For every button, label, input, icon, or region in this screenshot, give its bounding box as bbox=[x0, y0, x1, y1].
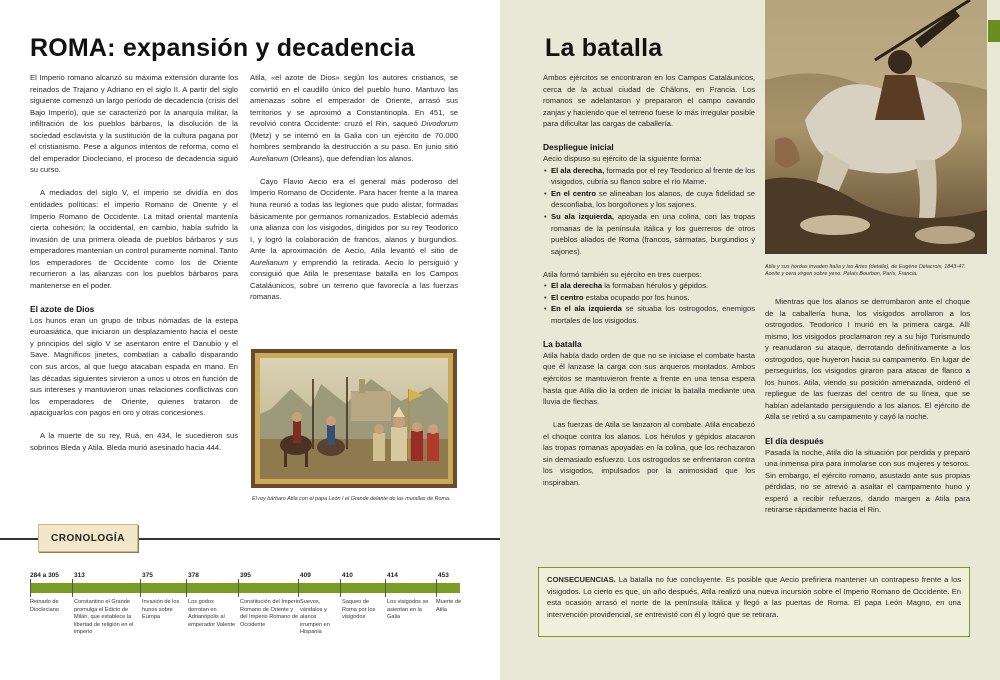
list-item: • En el centro se alineaban los alanos, de cuya fidelidad se desconfiaba, los borgoñones y los sajones. bbox=[551, 188, 755, 211]
delacroix-painting bbox=[765, 0, 987, 254]
hunos-paragraph: Los hunos eran un grupo de tribus nómadas de la estepa euroasiática, que iniciaron un desplazamiento hacia el oeste y principios del siglo V se asentaron entre el Danubio y el Save. Magníficos jinetes, combatían a caballo disparando con sus arcos, al que luego atacaban espada en mano. En las décadas siguientes sirvieron a unos u otros en función de sus intereses y mantuvieron unas relaciones conflictivas con los emperadores de Oriente, quienes trataron de apaciguarlos con pagos en oro y otras concesiones. bbox=[30, 315, 238, 418]
timeline-event: Los visigodos se asientan en la Galia bbox=[387, 599, 429, 621]
timeline-event: Invasión de los hunos sobre Europa bbox=[142, 599, 180, 621]
delacroix-caption: Atila y sus hordas invaden Italia y las Artes (detalle), de Eugène Delacroix, 1843-47. Aceite y cera virgen sobre yeso. Palais Bourbon, París, Francia. bbox=[765, 264, 966, 277]
timeline-bar bbox=[30, 583, 460, 593]
dia-despues-paragraph: Pasada la noche, Atila dio la situación por perdida y preparó una inmensa pira para inmolarse con sus mujeres y tesoros. Sin embargo, el ejército romano, asustado ante sus propias pérdidas, no se atrevió a asaltar el campamento huno y esperó a recibir refuerzos, dando margen a Atila para retirarse rápidamente hacia el Rin. bbox=[765, 447, 970, 515]
batalla-paragraph-3: Mientras que los alanos se derrumbaron ante el choque de la caballería huna, los visigodos arrollaron a los ostrogodos. Teodorico I murió en la primera carga. Allí mismo, los visigodos proclamaron rey a su hijo Turismundo y reanudaron su ataque, derrotando definitivamente a los ostrogodos, que huyeron hacia su campamento. En lugar de perseguirlos, los visigodos giraron para atacar de flanco a los hunos. Atila, viendo su posición amenazada, ordenó el repliegue de las fuerzas del centro de su línea, que se habían adelantado persiguiendo a los alanos. El ejército de Atila se retiró a su campamento y cayó la noche. bbox=[765, 297, 970, 422]
timeline-year: 284 a 305 bbox=[30, 572, 59, 579]
timeline-event: Suevos, vándalos y alanos irrumpen en Hispania bbox=[300, 599, 330, 636]
timeline-tick bbox=[30, 579, 31, 597]
timeline-year: 313 bbox=[74, 572, 85, 579]
consecuencias-box bbox=[538, 567, 970, 637]
encuentro-paragraph: Ambos ejércitos se encontraron en los Campos Cataláunicos, cerca de la actual ciudad de Châlons, en Francia. Los romanos se adelantaron y prepararon el campo cavando zanjas y haciendo que el terreno fuese lo más irregular posible para dificultar las cargas de caballería. bbox=[543, 73, 755, 129]
batalla-paragraph-2: Las fuerzas de Atila se lanzaron al combate. Atila encabezó el choque contra los alanos. Los hérulos y gépidos atacaron las tropas romanas apoyadas en la colina, que los rechazaron sin demasiado esfuerzo. Los ostrogodos se enfrentaron contra los visigodos, impulsados por la animosidad que los inspiraban. bbox=[543, 420, 755, 487]
aecio-deploy-intro: Aecio dispuso su ejército de la siguiente forma: bbox=[543, 154, 702, 164]
consecuencias-text: CONSECUENCIAS. La batalla no fue concluyente. Es posible que Aecio prefiriera mantener un contrapeso frente a los visigodos. Lo cierto es que, un año después, Atila realizó una nueva incursión sobre el Imperio Romano de Occidente. En esta ocasión arrasó el norte de la península Itálica y llegó a las puertas de Roma. El papa León Magno, en una intervención providencial, se entrevistó con él y logró que se retirara. bbox=[547, 575, 961, 619]
list-item: • Su ala izquierda, apoyada en una colina, con las tropas romanas de la península Itálica y los guerreros de otros pueblos aliados de Roma (francos, sármatas, burgundios y sajones). bbox=[551, 211, 755, 257]
cronologia-label: CRONOLOGÍA bbox=[38, 524, 138, 552]
atila-paragraph: Atila, «el azote de Dios» según los autores cristianos, se convirtió en el caudillo único del pueblo huno. Mantuvo las amenazas sobre el emperador de Oriente, arrasó sus territorios y se aproximó a Constantinopla. En 451, se revolvió contra Occidente: cruzó el Rin, saqueó Divodorum (Metz) y se internó en la Galia con un ejército de 70.000 hombres sembrando la destrucción a su paso. En junio sitió Aurelianum (Orleans), que defendían los alanos. bbox=[250, 73, 458, 163]
page-title-left: ROMA: expansión y decadencia bbox=[30, 34, 415, 62]
list-item: • El centro estaba ocupado por los hunos. bbox=[551, 292, 755, 304]
atila-deploy-intro: Atila formó también su ejército en tres cuerpos: bbox=[543, 269, 702, 279]
batalla-paragraph-1: Atila había dado orden de que no se iniciase el combate hasta que él lanzase la carga con sus arqueros montados. Ambos ejércitos se mantuvieron frente a frente en una tensa espera hasta que Atila dio la orden de iniciar la batalla mediante una lluvia de flechas. bbox=[543, 350, 755, 407]
timeline-tick bbox=[140, 579, 141, 597]
page-title-right: La batalla bbox=[545, 34, 663, 62]
timeline-event: Reinado de Diocleciano bbox=[30, 599, 59, 613]
section-heading-batalla: La batalla bbox=[543, 338, 582, 349]
timeline-tick bbox=[436, 579, 437, 597]
left-column-2 bbox=[250, 72, 458, 303]
timeline-tick bbox=[298, 579, 299, 597]
atila-deploy-list bbox=[543, 280, 755, 326]
division-paragraph: A mediados del siglo V, el imperio se dividía en dos entidades políticas: el imperio Romano de Oriente y el Imperio Romano de Occidente. La mitad oriental mantenía cierta cohesión; la occidental, en cambio, había sufrido la invasión de una primera oleada de pueblos bárbaros y sus emperadores mantenían un control puramente nominal. Tanto los emperadores de Occidente como los de Oriente recurrieron a las alianzas con los pueblos bárbaros para mantenerse en el poder. bbox=[30, 188, 238, 290]
timeline-year: 378 bbox=[188, 572, 199, 579]
intro-paragraph: El Imperio romano alcanzó su máxima extensión durante los reinados de Trajano y Adriano en el siglo II. A partir del siglo siguiente comenzó un largo período de decadencia (crisis del Bajo Imperio), que se caracterizó por la anarquía militar, la infiltración de los pueblos bárbaros, la disolución de la sociedad esclavista y la sustitución de la cultura pagana por el cristianismo. Pese a algunos intentos de reforma, como el del emperador Diocleciano, el proceso de decadencia siguió su curso. bbox=[30, 73, 238, 175]
timeline-tick bbox=[385, 579, 386, 597]
timeline-event: Los godos derrotan en Adrianópolis al emperador Valente bbox=[188, 599, 236, 628]
list-item: • En el ala izquierda se situaba los ostrogodos, enemigos mortales de los visigodos. bbox=[551, 303, 755, 326]
timeline-tick bbox=[72, 579, 73, 597]
right-column-1 bbox=[543, 72, 755, 488]
section-tab-marker bbox=[988, 20, 1000, 42]
timeline-year: 409 bbox=[300, 572, 311, 579]
atila-leo-painting bbox=[251, 349, 457, 488]
aecio-deploy-list bbox=[543, 165, 755, 257]
timeline-tick bbox=[186, 579, 187, 597]
timeline-year: 453 bbox=[438, 572, 449, 579]
rua-paragraph: A la muerte de su rey, Ruá, en 434, le sucedieron sus sobrinos Bleda y Atila. Bleda murió asesinado hacia 444. bbox=[30, 431, 238, 452]
aecio-paragraph: Cayo Flavio Aecio era el general más poderoso del Imperio Romano de Occidente. Para hacer frente a la marea huna reunió a todas las legiones que pudo alistar, formadas básicamente por germanos romanizados. Estableció además una alianza con los visigodos, dirigidos por su rey Teodorico I, y logró la colaboración de francos, alanos y burgundios. Ante la aproximación de Aecio, Atila levantó el sitio de Aurelianum y emprendió la retirada. Aecio lo persiguió y consiguió que Atila le presentase batalla en los Campos Cataláunicos, sobre un terreno que favorecía a las fuerzas romanas. bbox=[250, 176, 458, 302]
list-item: • El ala derecha, formada por el rey Teodorico al frente de los visigodos, cubría su flanco sobre el río Marne. bbox=[551, 165, 755, 188]
timeline-event: Saqueo de Roma por los visigodos bbox=[342, 599, 376, 621]
left-column-1 bbox=[30, 72, 238, 453]
timeline-tick bbox=[340, 579, 341, 597]
timeline-event: Constitución del Imperio Romano de Oriente y del Imperio Romano de Occidente bbox=[240, 599, 301, 628]
section-heading-azote: El azote de Dios bbox=[30, 303, 95, 314]
list-item: • El ala derecha la formaban hérulos y gépidos. bbox=[551, 280, 755, 292]
timeline-year: 414 bbox=[387, 572, 398, 579]
atila-leo-caption: El rey bárbaro Atila con el papa León I el Grande delante de las murallas de Roma. bbox=[252, 496, 451, 502]
section-heading-despliegue: Despliegue inicial bbox=[543, 142, 614, 153]
timeline-year: 410 bbox=[342, 572, 353, 579]
timeline-event: Constantino el Grande promulga el Edicto de Milán, que establece la libertad de religión en el imperio bbox=[74, 599, 134, 636]
right-column-2 bbox=[765, 296, 970, 516]
timeline-event: Muerte de Atila bbox=[436, 599, 462, 613]
timeline-year: 375 bbox=[142, 572, 153, 579]
timeline-year: 395 bbox=[240, 572, 251, 579]
timeline-tick bbox=[238, 579, 239, 597]
section-heading-dia-despues: El día después bbox=[765, 435, 824, 446]
